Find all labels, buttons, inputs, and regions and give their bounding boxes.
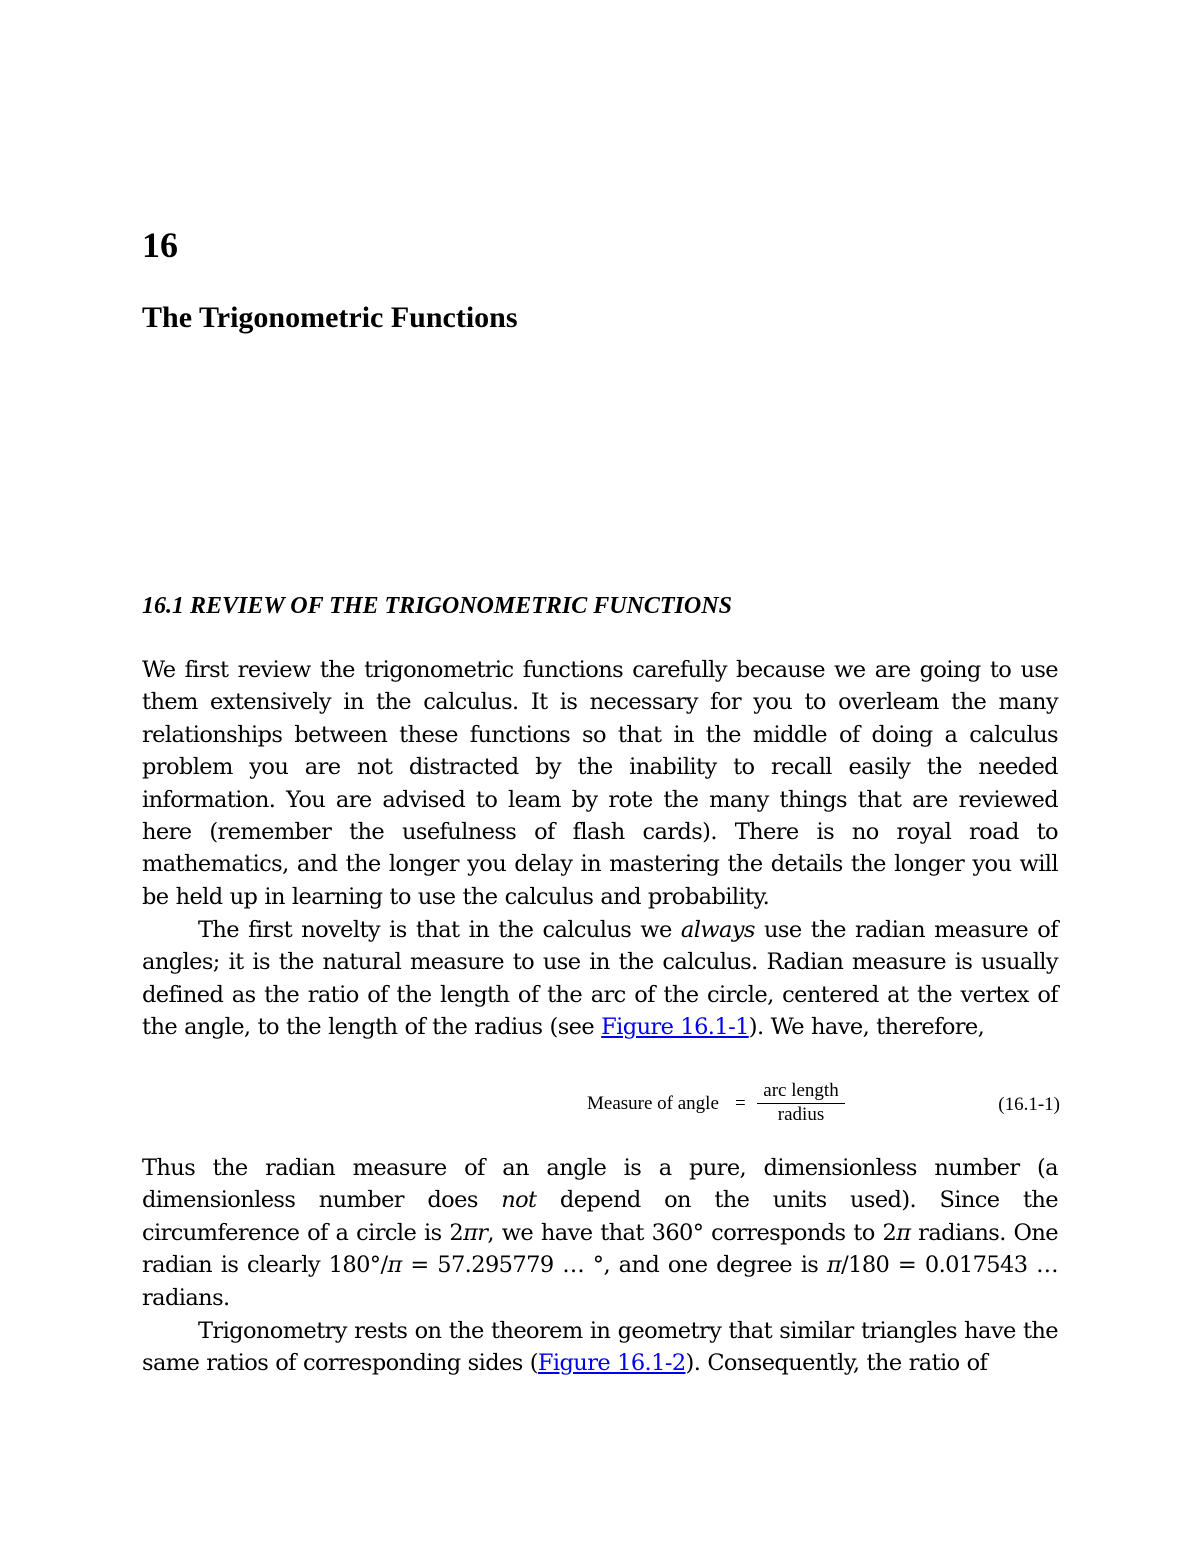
text-run: use the radian measure of angles; it is the natural measure to use in the calculus. Radian measure is usually defined as the ratio of the length of the arc of the circle, centered at the vertex of the angle, to the length of the radius (see: [142, 917, 1058, 1041]
math-pi: π: [387, 1252, 402, 1279]
chapter-title: The Trigonometric Functions: [142, 301, 518, 334]
text-run: ). Consequently, the ratio of: [685, 1350, 988, 1377]
paragraph-dimensionless: [142, 1152, 1058, 1314]
section-heading: 16.1 REVIEW OF THE TRIGONOMETRIC FUNCTIONS: [142, 593, 732, 619]
paragraph-similar-triangles: [142, 1315, 1058, 1380]
text-run: , we have that 360° corresponds to 2: [487, 1219, 897, 1246]
paragraph-intro: We first review the trigonometric functions carefully because we are going to use them extensively in the calculus. It is necessary for you to overleam the many relationships between these functions so that in the middle of doing a calculus problem you are not distracted by the inability to recall easily the needed information. You are advised to leam by rote the many things that are reviewed here (remember the usefulness of flash cards). There is no royal road to mathematics, and the longer you delay in mastering the details the longer you will be held up in learning to use the calculus and probability.: [142, 657, 1058, 910]
emphasis-not: not: [501, 1187, 537, 1214]
equation-lhs: Measure of angle: [587, 1093, 719, 1114]
fraction-denominator: radius: [777, 1104, 825, 1125]
paragraph-radian-measure: [142, 914, 1058, 1044]
text-run: Thus the radian measure of an angle is a pure, dimensionless number (a dimensionless number does: [142, 1155, 1058, 1214]
math-pi: π: [896, 1219, 911, 1246]
equation-fraction: [757, 1080, 845, 1126]
figure-16-1-1-link[interactable]: Figure 16.1-1: [601, 1014, 749, 1041]
text-run: depend on the units used). Since the circumference of a circle is 2: [142, 1187, 1058, 1246]
text-run: radians. One radian is clearly 180°/: [142, 1219, 1058, 1279]
text-run: ). We have, therefore,: [748, 1014, 985, 1041]
emphasis-always: always: [680, 917, 755, 943]
text-run: The first novelty is that in the calculus we: [198, 917, 681, 943]
equation-number: (16.1-1): [998, 1094, 1060, 1115]
text-run: Trigonometry rests on the theorem in geometry that similar triangles have the same ratios of corresponding sides (: [142, 1318, 1058, 1377]
figure-16-1-2-link[interactable]: Figure 16.1-2: [537, 1350, 686, 1377]
equation-16-1-1: [587, 1080, 1062, 1128]
chapter-number: 16: [142, 225, 178, 265]
math-pi: π: [826, 1252, 842, 1279]
text-run: = 57.295779 … °, and one degree is: [401, 1252, 827, 1279]
equation-equals: =: [735, 1093, 746, 1114]
math-pi-r: πr: [463, 1219, 488, 1246]
fraction-numerator: arc length: [757, 1080, 845, 1104]
text-run: /180 = 0.017543 … radians.: [142, 1252, 1059, 1311]
